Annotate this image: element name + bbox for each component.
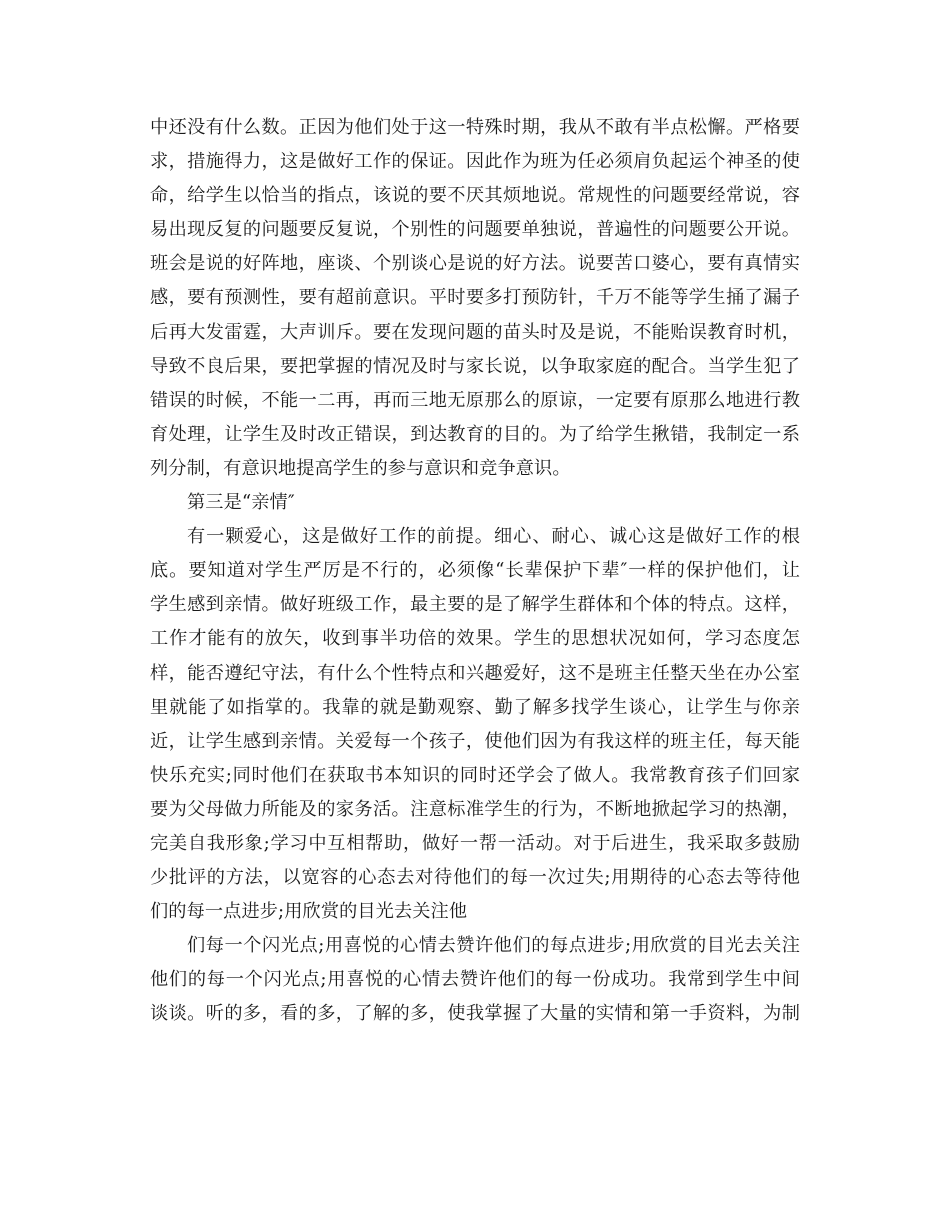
text-line: 错误的时候，不能一二再，再而三地无原那么的原谅，一定要有原那么地进行教 [150,389,800,411]
text-line: 命，给学生以恰当的指点，该说的要不厌其烦地说。常规性的问题要经常说，容 [150,185,800,207]
text-line: 里就能了如指掌的。我靠的就是勤观察、勤了解多找学生谈心，让学生与你亲 [150,696,800,718]
section-heading [150,486,800,520]
text-line: 底。要知道对学生严厉是不行的，必须像“长辈保护下辈″一样的保护他们，让 [150,560,800,582]
text-line: 后再大发雷霆，大声训斥。要在发现问题的苗头时及是说，不能贻误教育时机， [150,321,800,343]
text-line: 样，能否遵纪守法，有什么个性特点和兴趣爱好，这不是班主任整天坐在办公室 [150,662,800,684]
text-line: 谈谈。听的多，看的多，了解的多，使我掌握了大量的实情和第一手资料，为制 [150,1003,800,1025]
text-line: 工作才能有的放矢，收到事半功倍的效果。学生的思想状况如何，学习态度怎 [150,628,800,650]
text-line: 们每一个闪光点;用喜悦的心情去赞许他们的每点进步;用欣赏的目光去关注 [187,935,800,957]
text-line: 完美自我形象;学习中互相帮助，做好一帮一活动。对于后进生，我采取多鼓励 [150,832,800,854]
paragraph [150,520,800,929]
text-line: 班会是说的好阵地，座谈、个别谈心是说的好方法。说要苦口婆心，要有真情实 [150,253,800,275]
text-line: 列分制，有意识地提高学生的参与意识和竞争意识。 [150,457,571,479]
text-line: 少批评的方法，以宽容的心态去对待他们的每一次过失;用期待的心态去等待他 [150,867,800,889]
text-line: 快乐充实;同时他们在获取书本知识的同时还学会了做人。我常教育孩子们回家 [150,764,800,786]
text-line: 学生感到亲情。做好班级工作，最主要的是了解学生群体和个体的特点。这样， [150,594,800,616]
text-line: 们的每一点进步;用欣赏的目光去关注他 [150,901,468,923]
paragraph [150,929,800,1031]
text-line: 感，要有预测性，要有超前意识。平时要多打预防针，千万不能等学生捅了漏子 [150,287,800,309]
text-line: 易出现反复的问题要反复说，个别性的问题要单独说，普遍性的问题要公开说。 [150,219,800,241]
text-line: 第三是“亲情″ [187,492,295,514]
text-line: 中还没有什么数。正因为他们处于这一特殊时期，我从不敢有半点松懈。严格要 [150,117,800,138]
text-line: 求，措施得力，这是做好工作的保证。因此作为班为任必须肩负起运个神圣的使 [150,151,800,173]
text-line: 有一颗爱心，这是做好工作的前提。细心、耐心、诚心这是做好工作的根 [187,526,800,548]
paragraph [150,111,800,486]
text-line: 近，让学生感到亲情。关爱每一个孩子，使他们因为有我这样的班主任，每天能 [150,730,800,752]
text-line: 导致不良后果，要把掌握的情况及时与家长说，以争取家庭的配合。当学生犯了 [150,355,800,377]
text-line: 他们的每一个闪光点;用喜悦的心情去赞许他们的每一份成功。我常到学生中间 [150,969,800,991]
document-body [150,111,800,1032]
text-line: 育处理，让学生及时改正错误，到达教育的目的。为了给学生揪错，我制定一系 [150,423,800,445]
text-line: 要为父母做力所能及的家务活。注意标准学生的行为，不断地掀起学习的热潮， [150,798,800,820]
